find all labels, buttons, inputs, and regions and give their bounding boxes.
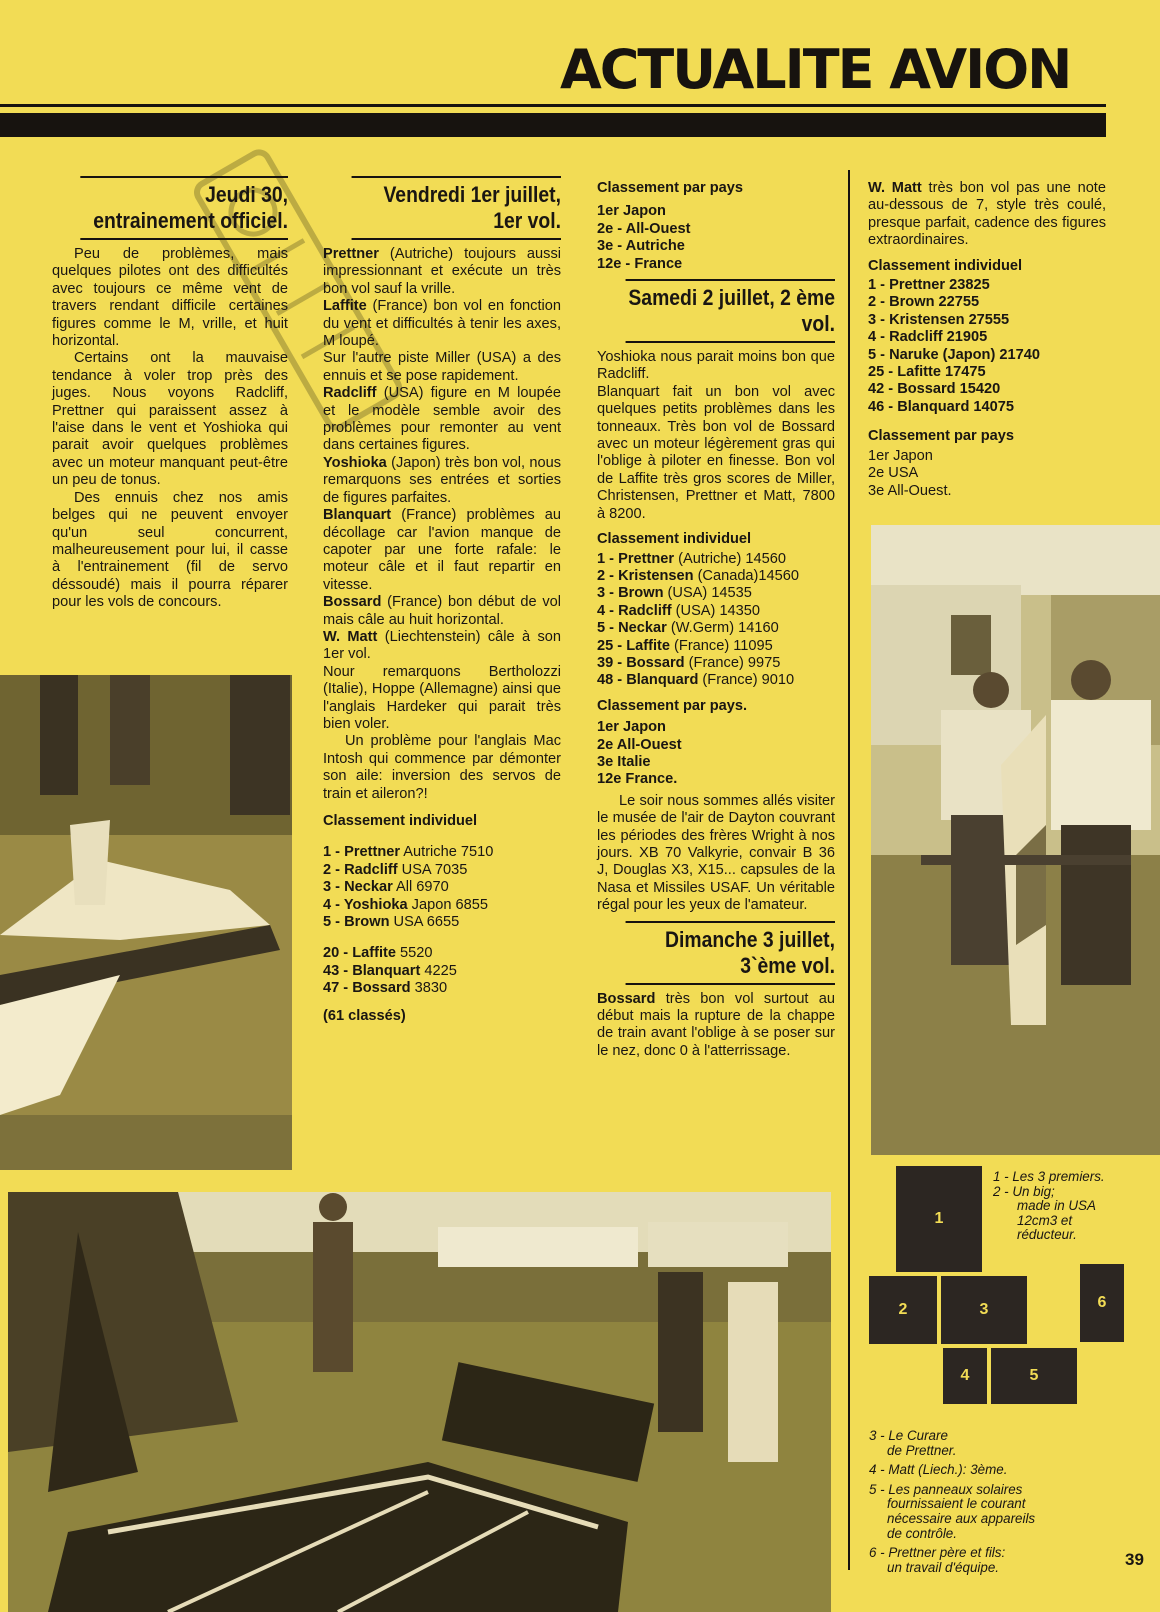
list-item: 5 - Naruke (Japon) 21740: [868, 346, 1040, 363]
list-item: 39 - Bossard (France) 9975: [597, 654, 781, 671]
column-2: [323, 176, 561, 1025]
header-rule-thin: [0, 104, 1106, 107]
list-item: 4 - Radcliff (USA) 14350: [597, 602, 761, 619]
col2-paragraph-macintosh: Un problème pour l'anglais Mac Intosh qui commence par démonter son aile: inversion des servos de train et aileron?!: [323, 733, 561, 802]
col4-country-title: Classement par pays: [868, 428, 1015, 445]
photo-6-prettner-pere-fils: [871, 525, 1160, 1155]
list-item: 5 - Brown USA 6655: [323, 914, 460, 931]
col1-paragraph-1: Peu de problèmes, mais quelques pilotes ont des difficultés avec toujours ce même vent de travers rendant difficile certaines figures comme le M, vrille, et huit horizontal.: [52, 246, 288, 350]
col3-country-title: Classement par pays: [597, 180, 744, 196]
list-item: 1 - Prettner (Autriche) 14560: [597, 550, 786, 567]
list-item: 20 - Laffite 5520: [323, 945, 433, 962]
col2-entry-laffite: Laffite (France) bon vol en fonction du vent et difficultés à tenir les axes, M loupé.: [323, 298, 561, 350]
caption-top: 1 - Les 3 premiers. 2 - Un big; made in USA 12cm3 et réducteur.: [993, 1169, 1105, 1243]
column-3: [597, 180, 835, 1060]
col3-country-list: [597, 203, 835, 273]
list-item: 25 - Lafitte 17475: [868, 364, 986, 381]
col3-paragraph-3: Le soir nous sommes allés visiter le musée de l'air de Dayton couvrant les périodes des frères Wright à nos jours. XB 70 Valkyrie, convair B 36 J, Douglas X3, X15... capsules de la Nasa et Missiles USAF. Un véritable régal pour les yeux de l'amateur.: [597, 792, 835, 914]
col2-ranking-list-2: [323, 945, 561, 997]
caption-bottom: 3 - Le Curare de Prettner. 4 - Matt (Liech.): 3ème. 5 - Les panneaux solaires fournissaient le courant nécessaire aux appareils de contrôle. 6 - Prettner père et fils: un travail d'équipe.: [869, 1428, 1036, 1575]
col1-paragraph-3: Des ennuis chez nos amis belges qui ne peuvent envoyer qu'un seul concurrent, malheureusement pour lui, il casse à l'entrainement (fil de servo déssoudé) mais il pourra réparer pour les vols de concours.: [52, 489, 288, 611]
list-item: 1 - Prettner 23825: [868, 277, 990, 294]
col4-paragraph-1: W. Matt très bon vol pas une note au-dessous de 7, style très coulé, presque parfait, cadence des figures extraordinaires.: [868, 180, 1106, 249]
col2-entry-others: Nour remarquons Bertholozzi (Italie), Hoppe (Allemagne) ainsi que l'anglais Hardeker qui parait très bien voler.: [323, 663, 561, 732]
col3-paragraph-2: Blanquart fait un bon vol avec quelques petits problèmes dans les tonneaux. Très bon vol de Bossard avec un moteur légèrement gras qui l'oblige à piloter en finesse. Bon vol de Laffite très gros scores de Miller, Christensen, Prettner et Matt, 7800 à 8200.: [597, 383, 835, 522]
list-item: 48 - Blanquard (France) 9010: [597, 672, 795, 689]
list-item: 1 - Prettner Autriche 7510: [323, 844, 494, 861]
col2-entry-matt: W. Matt (Liechtenstein) câle à son 1er vol.: [323, 628, 561, 663]
col4-ranking-title: Classement individuel: [868, 257, 1023, 274]
legend-box-1: 1: [896, 1166, 982, 1272]
photo-1-model-plane: [0, 675, 292, 1170]
column-4: [868, 180, 1106, 504]
list-item: 1er Japon: [597, 203, 666, 220]
list-item: 2e - All-Ouest: [597, 220, 691, 237]
legend-box-6: 6: [1080, 1264, 1124, 1342]
col2-entry-bossard: Bossard (France) bon début de vol mais câle au huit horizontal.: [323, 594, 561, 628]
list-item: 3 - Kristensen 27555: [868, 311, 1010, 328]
list-item: 46 - Blanquard 14075: [868, 398, 1015, 415]
col2-ranking-title: Classement individuel: [323, 813, 478, 829]
list-item: 5 - Neckar (W.Germ) 14160: [597, 620, 779, 637]
col2-classified: (61 classés): [323, 1007, 406, 1024]
col1-paragraph-2: Certains ont la mauvaise tendance à voler trop près des juges. Nous voyons Radcliff, Prettner qui paraissent assez à l'aise dans le vent et Yoshioka qui parait avoir quelques problèmes avec un moteur manquant peut-être un peu de tonus.: [52, 350, 288, 489]
heading-vendredi: Vendredi 1er juillet, 1er vol.: [352, 176, 561, 240]
col2-entry-radcliff: Radcliff (USA) figure en M loupée et le modèle semble avoir des problèmes pour remonter au vent dans certaines figures.: [323, 385, 561, 454]
list-item: 3e All-Ouest.: [868, 482, 952, 499]
list-item: 4 - Yoshioka Japon 6855: [323, 896, 488, 913]
list-item: 3 - Neckar All 6970: [323, 879, 449, 896]
col3-ranking-title: Classement individuel: [597, 531, 752, 548]
legend-box-4: 4: [943, 1348, 987, 1404]
photo-5-panneaux-solaires: [8, 1192, 831, 1612]
list-item: 12e France.: [597, 771, 678, 788]
page-title: ACTUALITE AVION: [560, 38, 1071, 101]
legend-box-3: 3: [941, 1276, 1027, 1344]
col4-country-list: [868, 448, 1106, 500]
heading-dimanche: Dimanche 3 juillet, 3`ème vol.: [626, 921, 835, 985]
column-1: [52, 176, 288, 612]
list-item: 1er Japon: [597, 719, 666, 736]
column-divider: [848, 170, 850, 1570]
list-item: 2 - Kristensen (Canada)14560: [597, 567, 799, 584]
heading-jeudi: Jeudi 30, entrainement officiel.: [80, 176, 288, 240]
list-item: 2 - Radcliff USA 7035: [323, 861, 468, 878]
list-item: 12e - France: [597, 255, 683, 272]
col3-paragraph-4: Bossard très bon vol surtout au début mais la rupture de la chappe de train avant l'oblige à se poser sur le nez, donc 0 à l'atterrissage.: [597, 990, 835, 1059]
col3-country-list-2: [597, 719, 835, 789]
col2-entry-prettner: Prettner (Autriche) toujours aussi impressionnant et exécute un très bon vol sauf la vrille.: [323, 246, 561, 297]
header-rule-thick: [0, 113, 1106, 137]
heading-samedi: Samedi 2 juillet, 2 ème vol.: [626, 279, 835, 343]
list-item: 25 - Laffite (France) 11095: [597, 637, 773, 654]
col3-country-title-2: Classement par pays.: [597, 697, 748, 714]
list-item: 3e - Autriche: [597, 238, 685, 255]
col2-entry-yoshioka: Yoshioka (Japon) très bon vol, nous remarquons ses entrées et sorties de figures parfaites.: [323, 454, 561, 506]
col3-ranking-list: [597, 551, 835, 690]
col2-ranking-list: [323, 844, 561, 931]
list-item: 47 - Bossard 3830: [323, 980, 448, 997]
col3-paragraph-1: Yoshioka nous parait moins bon que Radcliff.: [597, 349, 835, 383]
list-item: 2 - Brown 22755: [868, 294, 980, 311]
list-item: 43 - Blanquart 4225: [323, 962, 457, 979]
list-item: 3 - Brown (USA) 14535: [597, 585, 752, 602]
legend-box-2: 2: [869, 1276, 937, 1344]
legend-box-5: 5: [991, 1348, 1077, 1404]
list-item: 3e Italie: [597, 753, 651, 770]
col4-ranking-list: [868, 277, 1106, 416]
col2-entry-miller: Sur l'autre piste Miller (USA) a des ennuis et se pose rapidement.: [323, 350, 561, 384]
list-item: 2e USA: [868, 465, 919, 482]
list-item: 4 - Radcliff 21905: [868, 329, 988, 346]
list-item: 1er Japon: [868, 447, 933, 464]
page-number: 39: [1125, 1550, 1144, 1569]
col2-entry-blanquart: Blanquart (France) problèmes au décollage car l'avion manque de capoter par une forte rafale: le moteur câle et il faut repartir en vitesse.: [323, 507, 561, 593]
list-item: 42 - Bossard 15420: [868, 381, 1001, 398]
list-item: 2e All-Ouest: [597, 736, 682, 753]
